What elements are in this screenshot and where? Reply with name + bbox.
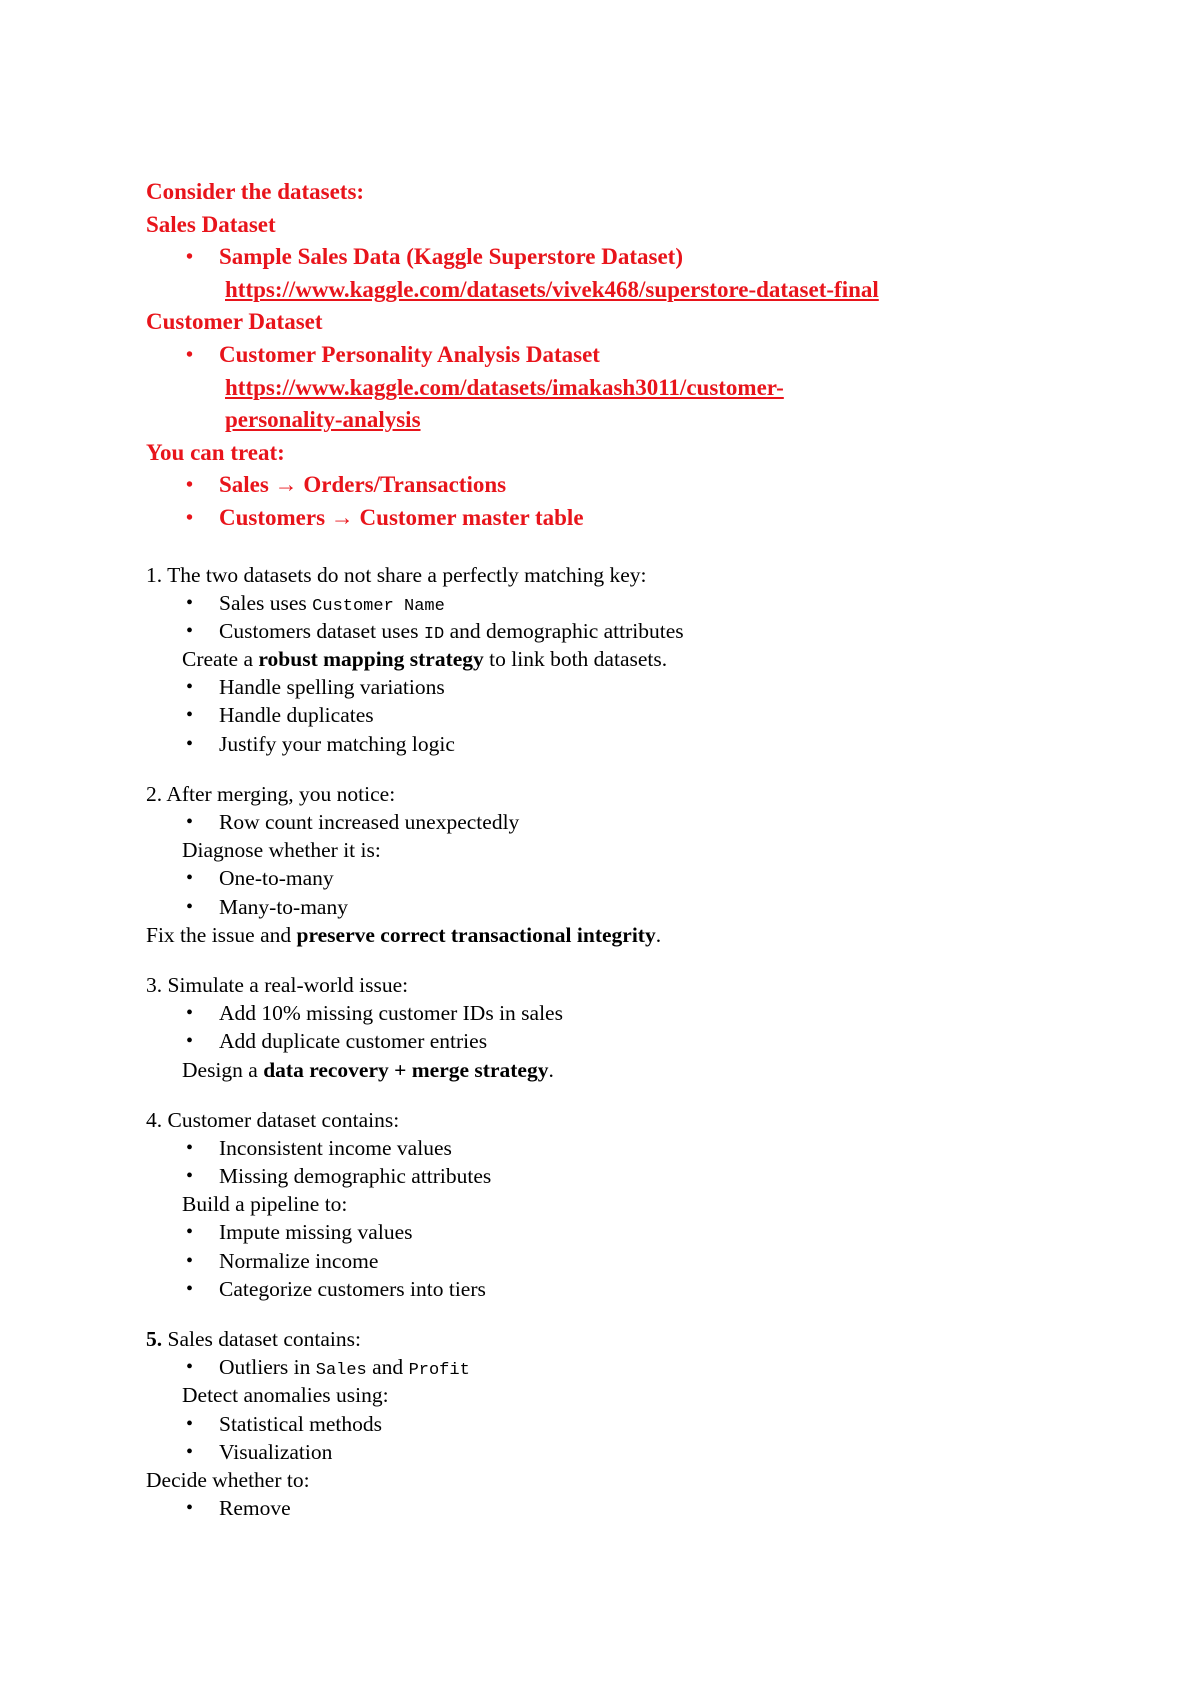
question-5 [146,1325,1066,1522]
list-item [146,1353,1066,1381]
list-item-text: Customers dataset uses [219,618,424,643]
bullet-icon: • [186,732,194,755]
list-item [146,864,1066,892]
treat-item-customers [146,502,1066,535]
question-1-intro: 1. The two datasets do not share a perfectly matching key: [146,562,647,587]
bullet-icon: • [186,246,194,269]
list-item [146,1275,1066,1303]
list-item-text: Handle spelling variations [219,675,445,700]
bullet-icon: • [186,1356,194,1379]
bullet-icon: • [186,506,194,529]
instruction-text [146,645,1066,673]
list-item-text: Impute missing values [219,1220,413,1245]
instruction-text: Build a pipeline to: [182,1192,348,1217]
treat-item-text: Customers → Customer master table [219,504,584,530]
list-item-text: Missing demographic attributes [219,1164,492,1189]
treat-item-text: Sales → Orders/Transactions [219,472,507,498]
treat-item-sales [146,469,1066,502]
bullet-icon: • [186,591,194,614]
bullet-icon: • [186,867,194,890]
code-text: Sales [315,1361,367,1381]
code-text: ID [423,624,445,644]
bullet-icon: • [186,1221,194,1244]
bullet-icon: • [186,676,194,699]
bullet-icon: • [186,619,194,642]
list-item [146,673,1066,701]
bullet-icon: • [186,1249,194,1272]
list-item [146,617,1066,645]
code-text: Profit [408,1361,470,1381]
list-item [146,808,1066,836]
list-item-text: Remove [219,1496,291,1521]
question-4-intro: 4. Customer dataset contains: [146,1107,400,1132]
list-item [146,1410,1066,1438]
bullet-icon: • [186,343,194,366]
bullet-icon: • [186,704,194,727]
instruction-text [146,921,1066,949]
list-item [146,1247,1066,1275]
sales-dataset-link[interactable]: https://www.kaggle.com/datasets/vivek468/superstore-dataset-final [225,276,879,302]
question-5-intro-text: Sales dataset contains: [162,1327,361,1352]
customer-dataset-item [146,339,1066,372]
list-item-text: Visualization [219,1439,333,1464]
datasets-header [146,176,1066,535]
bullet-icon: • [186,1165,194,1188]
list-item [146,1218,1066,1246]
instruction-pre: Create a [182,647,259,672]
list-item-text: Add duplicate customer entries [219,1029,488,1054]
customer-dataset-title: Customer Dataset [146,309,323,335]
list-item [146,893,1066,921]
bullet-icon: • [186,811,194,834]
question-number: 5. [146,1327,163,1352]
question-5-intro [146,1325,1066,1353]
bullet-icon: • [186,1277,194,1300]
instruction-post: . [655,922,662,947]
question-2 [146,780,1066,949]
instruction-post: . [548,1057,554,1082]
bullet-icon: • [186,895,194,918]
bullet-icon: • [186,1440,194,1463]
sales-dataset-title: Sales Dataset [146,211,276,237]
list-item-text: One-to-many [219,866,334,891]
list-item [146,1438,1066,1466]
instruction-bold: data recovery + merge strategy [263,1057,549,1082]
list-item-text: Outliers in [219,1355,316,1380]
question-4 [146,1106,1066,1303]
instruction-text [146,1056,1066,1084]
document-content [146,176,1066,1522]
instruction-pre: Design a [182,1057,264,1082]
customer-dataset-name: Customer Personality Analysis Dataset [219,341,600,367]
consider-heading: Consider the datasets: [146,179,365,204]
list-item [146,1494,1066,1522]
list-item [146,730,1066,758]
customer-dataset-link[interactable]: https://www.kaggle.com/datasets/imakash3011/customer- [225,374,784,400]
list-item [146,701,1066,729]
list-item [146,589,1066,617]
instruction-post: to link both datasets. [483,647,668,672]
bullet-icon: • [186,1030,194,1053]
list-item-text: Row count increased unexpectedly [219,810,520,835]
instruction-bold: preserve correct transactional integrity [296,922,656,947]
bullet-icon: • [186,474,194,497]
list-item-text: Handle duplicates [219,703,374,728]
sales-dataset-item [146,241,1066,274]
customer-dataset-link-cont[interactable]: personality-analysis [225,407,421,433]
list-item-text: and [366,1355,409,1380]
list-item [146,1027,1066,1055]
code-text: Customer Name [312,596,445,616]
instruction-bold: robust mapping strategy [258,647,484,672]
list-item-text: Normalize income [219,1248,379,1273]
list-item-text: Statistical methods [219,1411,383,1436]
bullet-icon: • [186,1412,194,1435]
list-item-text: Many-to-many [219,894,348,919]
question-3 [146,971,1066,1084]
list-item [146,1134,1066,1162]
question-2-intro: 2. After merging, you notice: [146,781,396,806]
instruction-text: Detect anomalies using: [182,1383,389,1408]
list-item-text: Inconsistent income values [219,1135,452,1160]
list-item [146,1162,1066,1190]
list-item-text: Sales uses [219,590,313,615]
list-item-text: Justify your matching logic [219,731,455,756]
bullet-icon: • [186,1136,194,1159]
sales-dataset-name: Sample Sales Data (Kaggle Superstore Dataset) [219,244,683,270]
bullet-icon: • [186,1002,194,1025]
question-1 [146,561,1066,758]
bullet-icon: • [186,1497,194,1520]
list-item-text: Categorize customers into tiers [219,1276,486,1301]
question-3-intro: 3. Simulate a real-world issue: [146,972,409,997]
instruction-text: Diagnose whether it is: [182,838,381,863]
instruction-text: Decide whether to: [146,1467,310,1492]
instruction-pre: Fix the issue and [146,922,297,947]
list-item-text: Add 10% missing customer IDs in sales [219,1001,563,1026]
list-item-text: and demographic attributes [444,618,684,643]
treat-heading: You can treat: [146,439,285,465]
list-item [146,999,1066,1027]
